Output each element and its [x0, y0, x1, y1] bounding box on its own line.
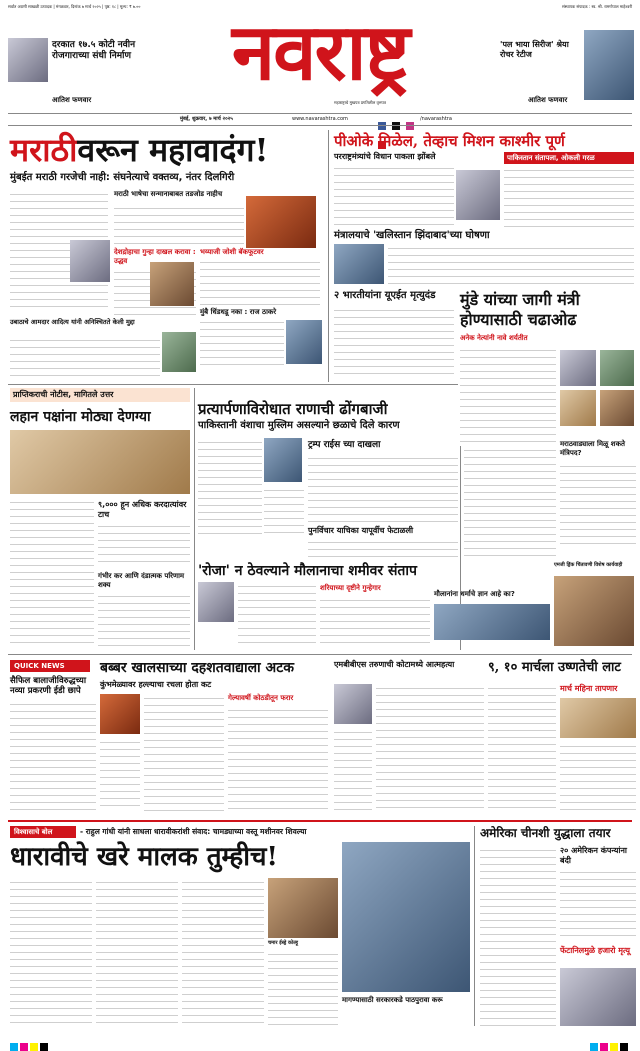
pok-headline: पीओके मिळेल, तेव्हाच मिशन काश्मीर पूर्ण: [334, 132, 565, 150]
goa-head: गेल्यावर्षी कोठडीतून फरार: [228, 694, 294, 702]
trump-body: [308, 454, 458, 524]
khalistan-photo: [334, 244, 384, 284]
lead-headline-black: वरून महावादंग!: [77, 131, 269, 169]
babbar-headline: बब्बर खालसाच्या दहशतवाद्याला अटक: [100, 660, 295, 676]
roza-sub2: मौलानांना धर्माचे ज्ञान आहे का?: [434, 590, 515, 598]
marathwada-body: [560, 462, 636, 548]
pak-body: [504, 166, 634, 228]
dharavi-photo-small: [268, 878, 338, 938]
dharavi-body-col3: [182, 878, 264, 1028]
left-promo-text: दरकात १७.५ कोटी नवीन रोजगाराच्या संधी निर्माण: [52, 40, 136, 61]
uae-headline: २ भारतीयांना यूएईत मृत्युदंड: [334, 290, 436, 301]
pok-body: [334, 164, 454, 226]
lead-box3-head: मुंबै धिंडधडू नका : राज ठाकरे: [200, 308, 277, 316]
heat-body: [488, 684, 556, 812]
mbbs-body-col0: [334, 728, 372, 812]
companies-body: [560, 868, 636, 942]
tax-stat-body2: [98, 592, 190, 650]
trump-xi-photo: [560, 968, 636, 1026]
lead-box4-photo: [162, 332, 196, 372]
heat-body2: [560, 742, 636, 812]
registration-marks-right: [590, 1036, 630, 1051]
rana-subhead: पाकिस्तानी वंशाचा मुस्लिम असल्याने छळाचे दिले कारण: [198, 420, 400, 431]
brand-logo: नवराष्ट्र: [231, 7, 409, 98]
lead-inset-photo: [70, 240, 110, 282]
babbar-body: [144, 694, 224, 812]
left-promo-author: आतिश फणवार: [52, 96, 92, 104]
munde-body-cont: [464, 446, 556, 558]
tax-body-col1: [10, 498, 94, 648]
mbbs-photo: [334, 684, 372, 724]
munde-photo2: [600, 350, 634, 386]
khalistan-headline: मंत्रालयाचे 'खलिस्तान झिंदाबाद'च्या घोषणा: [334, 230, 490, 241]
right-promo-photo: [584, 30, 634, 100]
marathwada-head: मराठवाड्याला मिळू शकते मंत्रिपद?: [560, 440, 625, 457]
companies-head: २० अमेरिकन कंपन्यांना बंदी: [560, 846, 627, 865]
bottom-strip-text: - राहुल गांधी यांनी साधला धारावीकरांशी संवाद: चामड्याच्या वस्तू मशीनवर शिवल्या: [80, 827, 307, 836]
lead-box2-body: [200, 258, 320, 306]
babbar-photo: [100, 694, 140, 734]
khalistan-body: [388, 244, 634, 284]
drink-head: एमजी ड्रिंक चिंतावणी विशेष कार्यवाही: [554, 562, 623, 568]
lead-box3-body: [200, 318, 284, 370]
rana-headline: प्रत्यार्पणाविरोधात राणाची ढोंगबाजी: [198, 400, 388, 418]
rana-body-col1: [198, 438, 262, 534]
quick-news-headline: सैफिल बालाजीविरुद्धच्या नव्या प्रकरणी ईडी छापे: [10, 676, 87, 696]
lead-box2-head: भय्याजी जोशी बॅकफूटवर: [200, 248, 264, 256]
pok-photo: [456, 170, 500, 220]
heat-subhead: मार्च महिना तापणार: [560, 684, 618, 693]
heat-headline: ९, १० मार्चला उष्णतेची लाट: [488, 660, 621, 675]
lead-side-body: [114, 204, 244, 244]
col-divider-bottom: [474, 826, 475, 1026]
roza-body: [238, 582, 316, 648]
dateline: मुंबई, शुक्रवार, ७ मार्च २०२५: [180, 116, 233, 122]
munde-photo3: [560, 390, 596, 426]
instagram-icon[interactable]: [406, 122, 414, 130]
tax-stat-body: [98, 522, 190, 568]
section-rule-2: [8, 654, 632, 655]
lead-side-head: मराठी भाषेचा सन्मानाबाबत तडजोड नाहीच: [114, 190, 223, 198]
rana-photo: [264, 438, 302, 482]
pok-subhead: परराष्ट्रमंत्र्यांचे विधान पाकला झोंबले: [334, 152, 436, 161]
masthead-rule-2: [8, 125, 632, 126]
founder-line: संस्थापक संपादक : स्व. श्री. रामगोपाल माहेश्वरी: [561, 4, 632, 9]
fentanyl-head: फेंटानिलमुळे हजारो मृत्यू: [560, 946, 630, 955]
social-icons: [378, 115, 418, 123]
lead-subhead: मुंबईत मराठी गरजेची नाही: संघनेत्याचे वक्तव्य, नंतर दिलगिरी: [10, 172, 235, 183]
munde-headline: मुंडे यांच्या जागी मंत्री होण्यासाठी चढाओढ: [460, 290, 580, 329]
dharavi-photo-main: [342, 842, 470, 992]
babbar-subhead: कुंभमेळ्यावर हल्ल्याचा रचला होता कट: [100, 680, 212, 689]
munde-photo1: [560, 350, 596, 386]
left-promo-photo: [8, 38, 48, 82]
drink-photo: [554, 576, 634, 646]
roza-photo: [198, 582, 234, 622]
dharavi-body-col2: [96, 878, 178, 1028]
right-promo-author: आतिश फणवार: [528, 96, 568, 104]
munde-subhead: अनेक नेत्यांनी नावे शर्यतीत: [460, 334, 528, 342]
quick-news-label: QUICK NEWS: [10, 660, 90, 672]
mbbs-body: [376, 684, 484, 812]
lead-headline-red: मराठी: [10, 131, 78, 169]
dharavi-body-col1: [10, 878, 92, 1028]
roza-sub1: शरियाच्या दृष्टीने गुन्हेगार: [320, 584, 381, 592]
website-link[interactable]: www.navarashtra.com: [292, 116, 348, 122]
heat-photo: [560, 698, 636, 738]
pak-kicker: पाकिस्तान संतापला, ओकली गरळ: [504, 152, 634, 164]
dharavi-headline: धारावीचे खरे मालक तुम्हीच!: [10, 842, 278, 872]
tax-stat: ९,००० हून अधिक करदात्यांवर टाच: [98, 500, 187, 519]
roza-headline: 'रोजा' न ठेवल्याने मौलानाचा शमीवर संताप: [198, 563, 417, 579]
trump-head: ट्रम्प राईस च्या दाखला: [308, 440, 381, 450]
review-body: [308, 538, 458, 558]
babbar-body-col0: [100, 738, 140, 812]
goa-body: [228, 706, 328, 812]
uae-body: [334, 306, 454, 378]
bottom-strip-label: विश्वासाचे बोल: [10, 826, 76, 838]
social-handle: /navarashtra: [420, 116, 452, 122]
tax-headline: लहान पक्षांना मोठ्या देणग्या: [10, 409, 151, 425]
x-icon[interactable]: [392, 122, 400, 130]
registration-marks-left: [10, 1036, 50, 1051]
rana-body-col2: [264, 486, 304, 534]
roza-sub1-body: [320, 596, 430, 648]
lead-box1-head: देशद्रोहाचा गुन्हा दाखल करावा : उद्धव: [114, 248, 196, 265]
mbbs-headline: एमबीबीएस तरुणाची कोटामध्ये आत्महत्या: [334, 660, 455, 669]
roza-cricket-photo: [434, 604, 550, 640]
america-body: [480, 846, 556, 1026]
right-promo-text: 'पल भाया सिरीज' श्रेया रोचर रेटीज: [500, 40, 569, 59]
lead-box4-head: उबाठाचे आमदार आदित्य यांनी अनिश्चितते केली मुद्दा: [10, 318, 135, 326]
col-divider-lead: [328, 130, 329, 382]
america-headline: अमेरिका चीनशी युद्धाला तयार: [480, 826, 611, 840]
lead-box1-photo: [150, 262, 194, 306]
tax-kicker: प्राप्तिकराची नोटीस, मागितले उत्तर: [10, 388, 190, 402]
dharavi-caption-small: चमार ईस्ड्रे कोल्हू: [268, 940, 299, 946]
dateline-top-left: सर्वात अग्रणी साखळी उत्पादक | मंगळवार, दिनांक ७ मार्च २०२५ | पृष्ठ: १८ | मूल्य: ₹ ७.००: [8, 4, 141, 9]
masthead-rule: [8, 113, 632, 114]
quick-news-body: [10, 700, 96, 812]
col-divider-mid: [194, 388, 195, 650]
dharavi-body-col4: [268, 950, 338, 1028]
review-head: पुनर्विचार याचिका यापूर्वीच फेटाळली: [308, 526, 414, 535]
bottom-rule: [8, 820, 632, 822]
lead-headline: [10, 132, 325, 168]
facebook-icon[interactable]: [378, 122, 386, 130]
tax-stat-sub: गंभीर कर आणि दंडात्मक परिणाम शक्य: [98, 572, 185, 589]
munde-photo4: [600, 390, 634, 426]
lead-box3-photo: [286, 320, 322, 364]
section-rule-1: [8, 384, 458, 385]
dharavi-caption-main: मागण्यासाठी सरकारकडे पाठपुरावा करू: [342, 996, 443, 1004]
tax-photo: [10, 430, 190, 494]
lead-side-photo: [246, 196, 316, 248]
brand-tagline: महाराष्ट्राचे मुखपत्र प्रगतिशील वृत्तपत्र: [334, 100, 386, 105]
lead-box4-body: [10, 336, 160, 378]
